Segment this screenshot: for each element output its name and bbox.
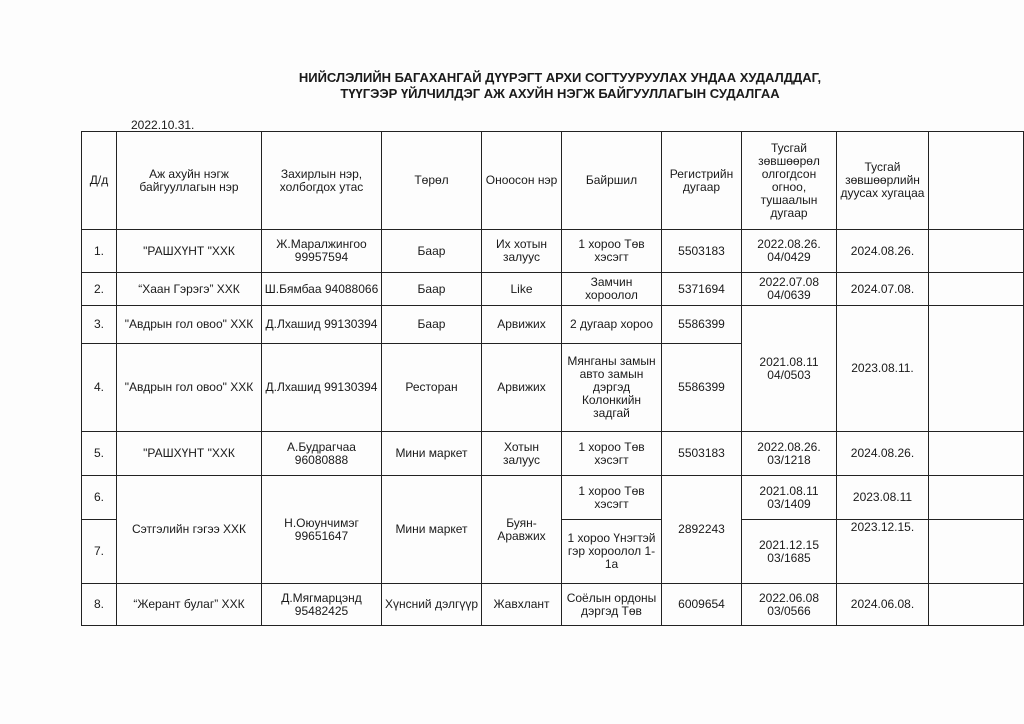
cell-location: Соёлын ордоны дэргэд Төв: [562, 584, 662, 626]
survey-table: [81, 131, 1024, 626]
cell-register: 5586399: [662, 344, 742, 432]
cell-no: 1.: [82, 230, 117, 273]
cell-location: 1 хороо Төв хэсэгт: [562, 230, 662, 273]
cell-director: Ш.Бямбаа 94088066: [262, 273, 382, 306]
cell-license: 2022.08.26. 03/1218: [742, 432, 837, 476]
cell-name: Хотын залуус: [482, 432, 562, 476]
cell-license: 2022.08.26. 04/0429: [742, 230, 837, 273]
cell-no: 7.: [82, 520, 117, 584]
cell-name: Буян-Аравжих: [482, 476, 562, 584]
cell-name: Жавхлант: [482, 584, 562, 626]
cell-name: Like: [482, 273, 562, 306]
cell-empty: [929, 432, 1024, 476]
cell-empty: [929, 306, 1024, 432]
document-date: 2022.10.31.: [131, 118, 195, 132]
cell-empty: [929, 584, 1024, 626]
cell-name: Арвижих: [482, 306, 562, 344]
cell-expiry: 2023.08.11.: [837, 306, 929, 432]
cell-org: "Авдрын гол овоо" ХХК: [117, 344, 262, 432]
header-register: Регистрийн дугаар: [662, 132, 742, 230]
cell-director: Д.Мягмарцэнд 95482425: [262, 584, 382, 626]
cell-license: 2022.06.08 03/0566: [742, 584, 837, 626]
cell-type: Мини маркет: [382, 432, 482, 476]
cell-name: Арвижих: [482, 344, 562, 432]
cell-no: 3.: [82, 306, 117, 344]
cell-empty: [929, 230, 1024, 273]
cell-register: 5586399: [662, 306, 742, 344]
cell-org: "Авдрын гол овоо" ХХК: [117, 306, 262, 344]
cell-location: 2 дугаар хороо: [562, 306, 662, 344]
cell-license: 2022.07.08 04/0639: [742, 273, 837, 306]
cell-location: 1 хороо Төв хэсэгт: [562, 476, 662, 520]
cell-org: “Хаан Гэрэгэ” ХХК: [117, 273, 262, 306]
cell-no: 6.: [82, 476, 117, 520]
cell-location: 1 хороо Төв хэсэгт: [562, 432, 662, 476]
header-location: Байршил: [562, 132, 662, 230]
cell-director: Д.Лхашид 99130394: [262, 344, 382, 432]
cell-type: Баар: [382, 306, 482, 344]
header-org: Аж ахуйн нэгж байгууллагын нэр: [117, 132, 262, 230]
cell-expiry: 2024.08.26.: [837, 432, 929, 476]
cell-register: 5503183: [662, 230, 742, 273]
cell-expiry: 2023.12.15.: [837, 520, 929, 584]
cell-name: Их хотын залуус: [482, 230, 562, 273]
cell-register: 2892243: [662, 476, 742, 584]
cell-license: 2021.12.15 03/1685: [742, 520, 837, 584]
table-row: [82, 432, 1024, 476]
cell-location: Мянганы замын авто замын дэргэд Колонкийн задгай: [562, 344, 662, 432]
cell-expiry: 2024.08.26.: [837, 230, 929, 273]
cell-register: 5371694: [662, 273, 742, 306]
table-row: [82, 273, 1024, 306]
cell-empty: [929, 520, 1024, 584]
cell-type: Хүнсний дэлгүүр: [382, 584, 482, 626]
cell-no: 5.: [82, 432, 117, 476]
header-type: Төрөл: [382, 132, 482, 230]
cell-org: "РАШХҮНТ "ХХК: [117, 432, 262, 476]
header-row: [82, 132, 1024, 230]
cell-type: Мини маркет: [382, 476, 482, 584]
cell-expiry: 2023.08.11: [837, 476, 929, 520]
cell-expiry: 2024.06.08.: [837, 584, 929, 626]
cell-register: 5503183: [662, 432, 742, 476]
table-row: [82, 476, 1024, 520]
table-row: [82, 584, 1024, 626]
header-expiry: Тусгай зөвшөөрлийн дуусах хугацаа: [837, 132, 929, 230]
header-empty: [929, 132, 1024, 230]
table-row: [82, 306, 1024, 344]
cell-empty: [929, 273, 1024, 306]
cell-org: "РАШХҮНТ "ХХК: [117, 230, 262, 273]
cell-director: А.Будрагчаа 96080888: [262, 432, 382, 476]
cell-type: Ресторан: [382, 344, 482, 432]
cell-org: “Жерант булаг” ХХК: [117, 584, 262, 626]
header-license: Тусгай зөвшөөрөл олгогдсон огноо, тушаалын дугаар: [742, 132, 837, 230]
cell-director: Ж.Маралжингоо 99957594: [262, 230, 382, 273]
title-line-1: НИЙСЛЭЛИЙН БАГАХАНГАЙ ДҮҮРЭГТ АРХИ СОГТУУРУУЛАХ УНДАА ХУДАЛДДАГ,: [298, 70, 822, 85]
header-name: Оноосон нэр: [482, 132, 562, 230]
cell-no: 4.: [82, 344, 117, 432]
cell-register: 6009654: [662, 584, 742, 626]
cell-license: 2021.08.11 04/0503: [742, 306, 837, 432]
cell-location: 1 хороо Үнэгтэй гэр хороолол 1-1а: [562, 520, 662, 584]
cell-license: 2021.08.11 03/1409: [742, 476, 837, 520]
cell-no: 2.: [82, 273, 117, 306]
cell-org: Сэтгэлийн гэгээ ХХК: [117, 476, 262, 584]
cell-type: Баар: [382, 273, 482, 306]
header-director: Захирлын нэр, холбогдох утас: [262, 132, 382, 230]
cell-location: Замчин хороолол: [562, 273, 662, 306]
table-row: [82, 230, 1024, 273]
cell-no: 8.: [82, 584, 117, 626]
cell-type: Баар: [382, 230, 482, 273]
cell-director: Д.Лхашид 99130394: [262, 306, 382, 344]
document-title: [180, 70, 940, 102]
cell-director: Н.Оюунчимэг 99651647: [262, 476, 382, 584]
header-no: Д/д: [82, 132, 117, 230]
title-line-2: ТҮҮГЭЭР ҮЙЛЧИЛДЭГ АЖ АХУЙН НЭГЖ БАЙГУУЛЛАГЫН СУДАЛГАА: [340, 86, 780, 101]
cell-empty: [929, 476, 1024, 520]
cell-expiry: 2024.07.08.: [837, 273, 929, 306]
